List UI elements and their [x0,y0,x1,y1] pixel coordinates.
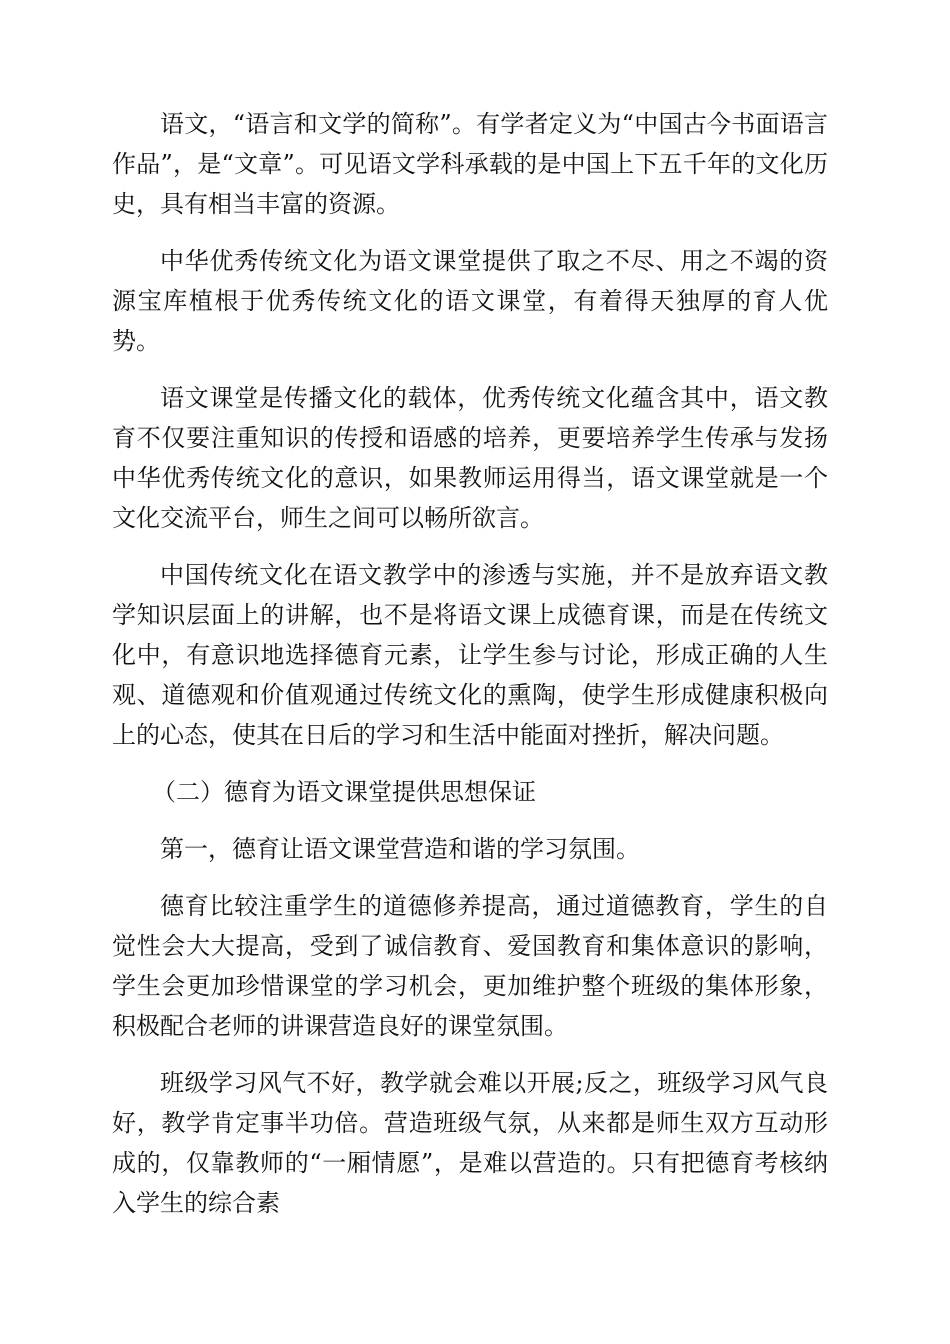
paragraph: 班级学习风气不好，教学就会难以开展;反之，班级学习风气良好，教学肯定事半功倍。营造班级气氛，从来都是师生双方互动形成的，仅靠教师的“一厢情愿”，是难以营造的。只有把德育考核纳入学生的综合素 [112,1069,828,1217]
paragraph: 语文课堂是传播文化的载体，优秀传统文化蕴含其中，语文教育不仅要注重知识的传授和语感的培养，更要培养学生传承与发扬中华优秀传统文化的意识，如果教师运用得当，语文课堂就是一个文化交流平台，师生之间可以畅所欲言。 [112,384,828,532]
paragraph: 中国传统文化在语文教学中的渗透与实施，并不是放弃语文教学知识层面上的讲解，也不是将语文课上成德育课，而是在传统文化中，有意识地选择德育元素，让学生参与讨论，形成正确的人生观、道德观和价值观通过传统文化的熏陶，使学生形成健康积极向上的心态，使其在日后的学习和生活中能面对挫折，解决问题。 [112,561,828,749]
paragraph: 第一，德育让语文课堂营造和谐的学习氛围。 [160,835,640,863]
document-body [112,104,828,1240]
paragraph: 语文，“语言和文学的简称”。有学者定义为“中国古今书面语言作品”，是“文章”。可见语文学科承载的是中国上下五千年的文化历史，具有相当丰富的资源。 [112,110,828,218]
paragraph: 德育比较注重学生的道德修养提高，通过道德教育，学生的自觉性会大大提高，受到了诚信教育、爱国教育和集体意识的影响，学生会更加珍惜课堂的学习机会，更加维护整个班级的集体形象，积极配合老师的讲课营造良好的课堂氛围。 [112,892,828,1040]
paragraph: 中华优秀传统文化为语文课堂提供了取之不尽、用之不竭的资源宝库植根于优秀传统文化的语文课堂，有着得天独厚的育人优势。 [112,247,828,355]
section-heading: （二）德育为语文课堂提供思想保证 [152,778,536,806]
